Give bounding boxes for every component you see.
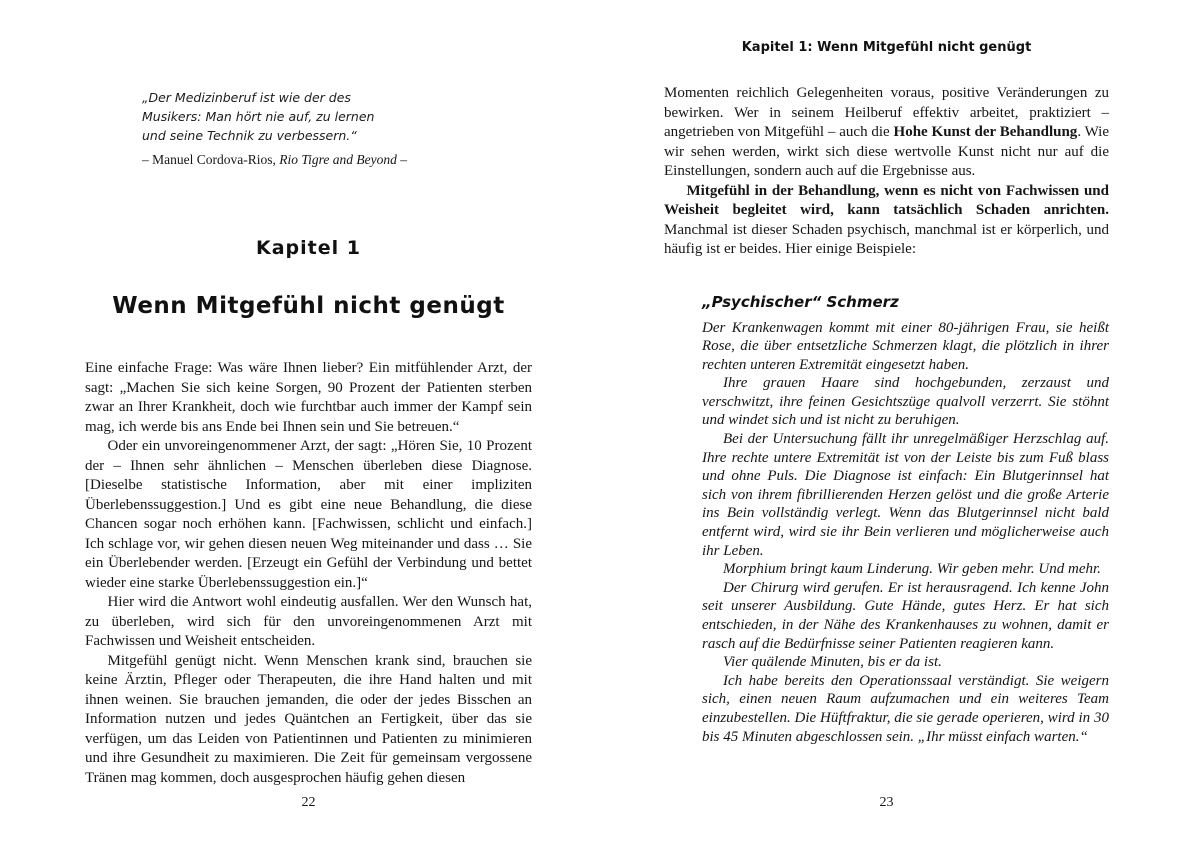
right-page	[664, 0, 1109, 855]
paragraph: Mitgefühl genügt nicht. Wenn Menschen krank sind, brauchen sie keine Ärztin, Pfleger oder Therapeuten, die ihre Hand halten und mit ihnen weinen. Sie brauchen jemanden, die oder der jedes Bisschen an Information nutzen und jedes Quäntchen an Fertigkeit, über das sie verfügen, um das Leiden von Patientinnen und Patienten zu minimieren und ihre Gesundheit zu maximieren. Die Zeit für gemeinsam vergossene Tränen mag kommen, doch ausgesprochen häufig gehen diesen	[85, 652, 532, 786]
paragraph: Oder ein unvoreingenommener Arzt, der sagt: „Hören Sie, 10 Prozent der – Ihnen sehr ähnlichen – Menschen überleben diese Diagnose. [Dieselbe statistische Information, aber mit einer impliziten Überlebenssuggestion.] Und es gibt eine neue Behandlung, die diese Chancen sogar noch erhöhen kann. [Fachwissen, schlicht und einfach.] Ich schlage vor, wir gehen diesen neuen Weg miteinander und dass … Sie ein Überlebender werden. [Erzeugt ein Gefühl der Verbindung und bettet wieder eine starke Überlebenssuggestion ein.]“	[85, 438, 532, 591]
story-paragraph: Ihre grauen Haare sind hochgebunden, zerzaust und verschwitzt, ihre feinen Gesichtszüge qualvoll verzerrt. Sie stöhnt und windet sich und ist nicht zu beruhigen.	[702, 375, 1109, 429]
story-paragraph: Ich habe bereits den Operationssaal verständigt. Sie weigern sich, einen neuen Raum aufzumachen und ein weiteres Team einzubestellen. Die Hüftfraktur, die sie gerade operieren, wird in 30 bis 45 Minuten abgeschlossen sein. „Ihr müsst einfach warten.“	[702, 672, 1109, 745]
paragraph-segment: . Wie wir sehen werden, wirkt sich diese wertvolle Kunst nicht nur auf die Einstellungen, sondern auch auf die Ergebnisse aus.	[664, 124, 1109, 179]
story-paragraph: Der Krankenwagen kommt mit einer 80-jährigen Frau, sie heißt Rose, die über entsetzliche Schmerzen klagt, die plötzlich in ihrer rechten unteren Extremität eingesetzt haben.	[702, 319, 1109, 373]
running-header: Kapitel 1: Wenn Mitgefühl nicht genügt	[741, 40, 1032, 55]
section-heading: „Psychischer“ Schmerz	[702, 292, 899, 311]
attribution-author: – Manuel Cordova-Rios,	[142, 152, 280, 167]
chapter-title: Wenn Mitgefühl nicht genügt	[112, 293, 505, 319]
attribution-dash: –	[396, 152, 407, 167]
epigraph-quote: „Der Medizinberuf ist wie der des Musikers: Man hört nie auf, zu lernen und seine Technik zu verbessern.“	[142, 90, 375, 143]
page-number-left: 22	[301, 795, 316, 810]
chapter-label: Kapitel 1	[256, 237, 361, 259]
left-page	[85, 0, 532, 855]
story-paragraph: Morphium bringt kaum Linderung. Wir geben mehr. Und mehr.	[723, 561, 1101, 578]
paragraph-segment: Manchmal ist dieser Schaden psychisch, manchmal ist er körperlich, und häufig ist er beides. Hier einige Beispiele:	[664, 221, 1109, 257]
paragraph	[664, 84, 1109, 182]
story-text	[664, 319, 1109, 747]
paragraph: Eine einfache Frage: Was wäre Ihnen lieber? Ein mitfühlender Arzt, der sagt: „Machen Sie sich keine Sorgen, 90 Prozent der Patienten sterben zwar an Ihrer Krankheit, doch wie furchtbar auch immer der Kampf sein mag, ich werde bis ans Ende bei Ihnen sein und Sie betreuen.“	[85, 360, 532, 435]
epigraph-attribution	[142, 150, 532, 169]
paragraph: Hier wird die Antwort wohl eindeutig ausfallen. Wer den Wunsch hat, zu überleben, wird sich für den unvoreingenommenen Arzt mit Fachwissen und Weisheit entscheiden.	[85, 594, 532, 649]
right-body-text	[664, 84, 1109, 260]
left-body-text	[85, 359, 532, 788]
paragraph-segment: Momenten reichlich Gelegenheiten voraus, positive Veränderungen zu bewirken. Wer in seinem Heilberuf effektiv arbeitet, praktiziert – angetrieben von Mitgefühl – auch die	[664, 85, 1109, 140]
story-paragraph: Bei der Untersuchung fällt ihr unregelmäßiger Herzschlag auf. Ihre rechte untere Extremität ist von der Leiste bis zum Fuß blass und ohne Puls. Die Diagnose ist einfach: Ein Blutgerinnsel hat sich von ihrem fibrillierenden Herzen gelöst und die große Arterie ins Bein vollständig verlegt. Wenn das Blutgerinnsel nicht bald entfernt wird, wird sie ihr Bein verlieren und möglicherweise auch ihr Leben.	[702, 431, 1109, 559]
emphasized-phrase: Hohe Kunst der Behandlung	[893, 124, 1078, 140]
attribution-book-title: Rio Tigre and Beyond	[279, 152, 397, 167]
emphasized-phrase: Mitgefühl in der Behandlung, wenn es nicht von Fachwissen und Weisheit begleitet wird, kann tatsächlich Schaden anrichten.	[664, 182, 1109, 218]
paragraph	[664, 182, 1109, 260]
page-number-right: 23	[879, 795, 894, 810]
epigraph	[85, 88, 532, 169]
story-paragraph: Der Chirurg wird gerufen. Er ist herausragend. Ich kenne John seit unserer Ausbildung. Gute Hände, gutes Herz. Er hat sich entschieden, in der Nähe des Krankenhauses zu wohnen, damit er rasch auf die Bedürfnisse seiner Patienten reagieren kann.	[702, 579, 1109, 652]
story-paragraph: Vier quälende Minuten, bis er da ist.	[723, 654, 942, 671]
